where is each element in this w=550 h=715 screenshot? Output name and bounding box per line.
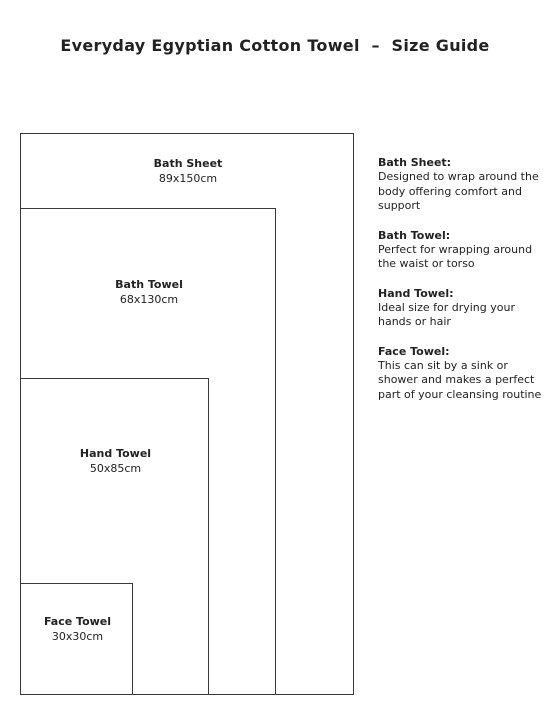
face-towel-box — [20, 583, 133, 695]
hand-towel-label — [21, 446, 210, 476]
size-descriptions — [378, 155, 543, 416]
desc-bath-sheet-title: Bath Sheet: — [378, 156, 452, 169]
face-towel-label — [21, 614, 134, 644]
desc-face-towel-title: Face Towel: — [378, 344, 450, 358]
desc-bath-towel — [378, 228, 543, 272]
desc-face-towel — [378, 344, 543, 403]
hand-towel-dims: 50x85cm — [89, 462, 142, 475]
face-towel-name: Face Towel — [43, 615, 112, 628]
bath-sheet-dims: 89x150cm — [158, 172, 218, 185]
desc-bath-towel-title: Bath Towel: — [378, 228, 451, 242]
bath-sheet-name: Bath Sheet — [153, 157, 223, 170]
desc-bath-sheet-text: Designed to wrap around the body offering comfort and support — [378, 170, 539, 212]
hand-towel-name: Hand Towel — [79, 447, 152, 460]
bath-towel-name: Bath Towel — [115, 278, 183, 291]
bath-sheet-label — [21, 156, 355, 186]
desc-hand-towel — [378, 286, 543, 330]
page-title: Everyday Egyptian Cotton Towel – Size Guide — [60, 36, 490, 55]
desc-hand-towel-text: Ideal size for drying your hands or hair — [378, 300, 515, 328]
desc-bath-sheet — [378, 155, 543, 214]
bath-towel-dims: 68x130cm — [119, 293, 179, 306]
desc-bath-towel-text: Perfect for wrapping around the waist or torso — [378, 242, 533, 270]
desc-face-towel-text: This can sit by a sink or shower and makes a perfect part of your cleansing routine — [378, 358, 542, 401]
face-towel-dims: 30x30cm — [51, 630, 104, 643]
desc-hand-towel-title: Hand Towel: — [378, 286, 454, 300]
bath-towel-label — [21, 277, 277, 307]
